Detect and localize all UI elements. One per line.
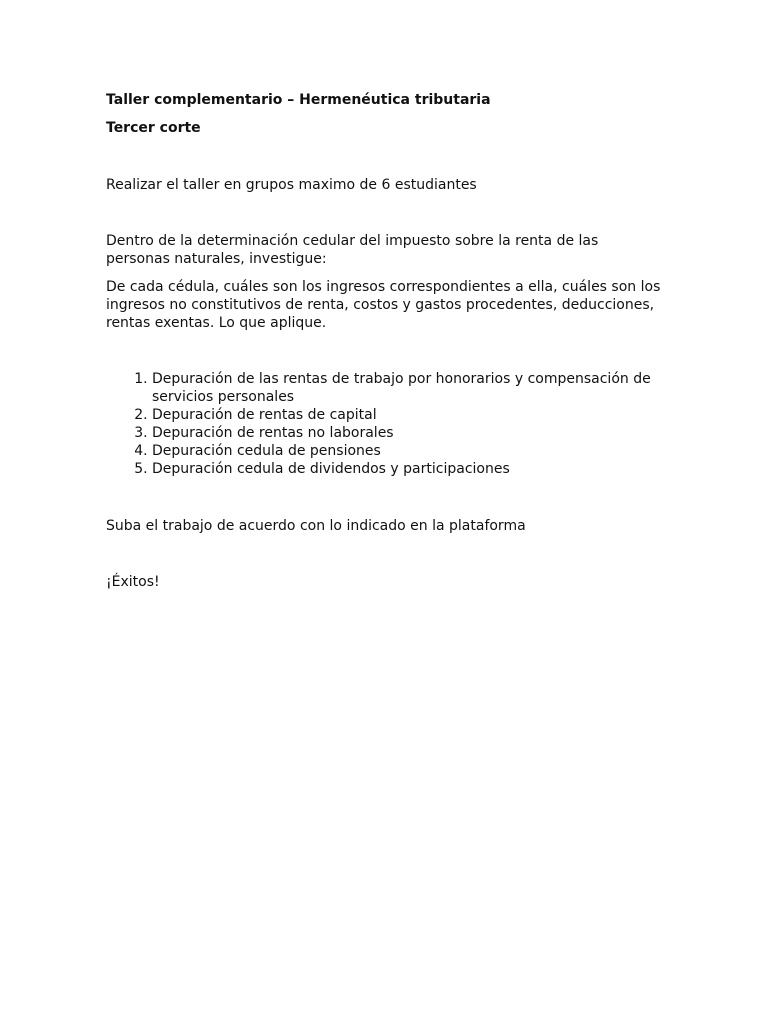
upload-instruction: Suba el trabajo de acuerdo con lo indicado en la plataforma xyxy=(106,518,526,534)
list-item: 3. Depuración de rentas no laborales xyxy=(152,424,666,442)
detail-paragraph: De cada cédula, cuáles son los ingresos correspondientes a ella, cuáles son los ingresos no constitutivos de renta, costos y gastos procedentes, deducciones, rentas exentas. Lo que aplique. xyxy=(106,279,661,331)
document-title: Taller complementario – Hermenéutica tributaria xyxy=(106,92,491,108)
group-instruction: Realizar el taller en grupos maximo de 6 estudiantes xyxy=(106,177,477,193)
document-subtitle: Tercer corte xyxy=(106,120,201,136)
task-list xyxy=(106,370,666,478)
document-body xyxy=(106,91,666,591)
list-item: 2. Depuración de rentas de capital xyxy=(152,406,666,424)
list-item: 5. Depuración cedula de dividendos y participaciones xyxy=(152,460,666,478)
list-item: 4. Depuración cedula de pensiones xyxy=(152,442,666,460)
closing-text: ¡Éxitos! xyxy=(106,574,160,590)
intro-paragraph: Dentro de la determinación cedular del impuesto sobre la renta de las personas naturales, investigue: xyxy=(106,233,599,267)
list-item: 1. Depuración de las rentas de trabajo por honorarios y compensación de servicios personales xyxy=(152,370,666,406)
